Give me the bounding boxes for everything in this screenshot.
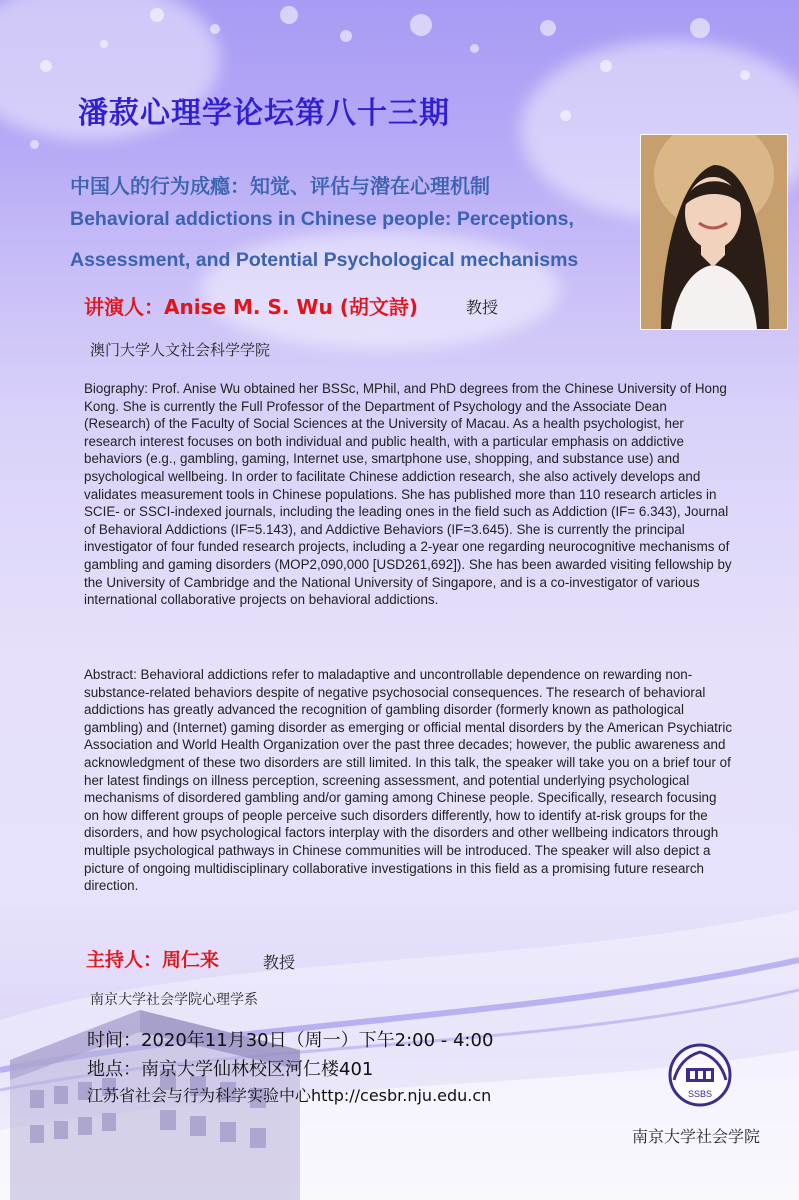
- forum-title: 潘菽心理学论坛第八十三期: [78, 96, 450, 131]
- event-time: 时间：2020年11月30日（周一）下午2:00 - 4:00: [87, 1030, 494, 1051]
- speaker-name: 讲演人：Anise M. S. Wu (胡文詩): [84, 295, 418, 319]
- talk-title-english-line2: Assessment, and Potential Psychological mechanisms: [70, 249, 579, 271]
- organizer-center-link[interactable]: 江苏省社会与行为科学实验中心http://cesbr.nju.edu.cn: [87, 1086, 492, 1105]
- host-name: 主持人：周仁来: [86, 949, 220, 971]
- speaker-affiliation: 澳门大学人文社会科学学院: [90, 341, 271, 359]
- speaker-biography: Biography: Prof. Anise Wu obtained her BSSc, MPhil, and PhD degrees from the Chinese University of Hong Kong. She is currently the Full Professor of the Department of Psychology and the Associate Dean (Research) of the Faculty of Social Sciences at the University of Macau. As a health psychologist, her research interest focuses on both individual and public health, with a particular emphasis on addictive behaviors (e.g., gambling, gaming, Internet use, smartphone use, shopping, and substance use) and psychological wellbeing. In order to facilitate Chinese addiction research, she also actively develops and validates measurement tools in Chinese populations. She has published more than 110 research articles in SCIE- or SSCI-indexed journals, including the leading ones in the field such as Addiction (IF= 6.343), Journal of Behavioral Addictions (IF=5.143), and Addictive Behaviors (IF=3.645). She is currently the principal investigator of four funded research projects, including a 2-year one regarding neurocognitive mechanisms of gambling and gaming disorders (MOP2,090,000 [USD261,692]). She has been awarded visiting fellowship by the University of Cambridge and the National University of Singapore, and is a co-investigator of various international collaborative projects on behavioral addictions.: [84, 381, 732, 608]
- logo-text: SSBS: [687, 1089, 713, 1099]
- speaker-title: 教授: [466, 298, 499, 317]
- school-logo-icon: [660, 1040, 740, 1110]
- event-venue: 地点：南京大学仙林校区河仁楼401: [87, 1059, 374, 1080]
- talk-abstract: Abstract: Behavioral addictions refer to maladaptive and uncontrollable dependence on rewarding non-substance-related behaviors despite of negative psychosocial consequences. The research of behavioral addictions has greatly advanced the recognition of gambling disorder (formerly known as pathological gambling) and (Internet) gaming disorder as emerging or official mental disorders by the American Psychiatric Association and World Health Organization over the past three decades; however, the public awareness and acknowledgment of these two disorders are still limited. In this talk, the speaker will take you on a brief tour of her latest findings on illness perception, screening assessment, and potential underlying psychological mechanisms of disordered gambling and/or gaming among Chinese people. Specifically, research focusing on how different groups of people perceive such disorders differently, how to identify at-risk groups for the disorders, and how psychological factors interplay with the disorders and other wellbeing indicators through multiple psychological pathways in Chinese communities will be introduced. The speaker will also depict a picture of ongoing multidisciplinary collaborative investigations in this field as a promising future research direction.: [84, 667, 733, 894]
- talk-title-chinese: 中国人的行为成瘾：知觉、评估与潜在心理机制: [70, 174, 490, 198]
- speaker-photo: [640, 134, 788, 330]
- school-name: 南京大学社会学院: [632, 1127, 761, 1146]
- talk-title-english-line1: Behavioral addictions in Chinese people: Perceptions,: [70, 208, 574, 230]
- host-title: 教授: [263, 953, 296, 972]
- host-affiliation: 南京大学社会学院心理学系: [90, 992, 258, 1008]
